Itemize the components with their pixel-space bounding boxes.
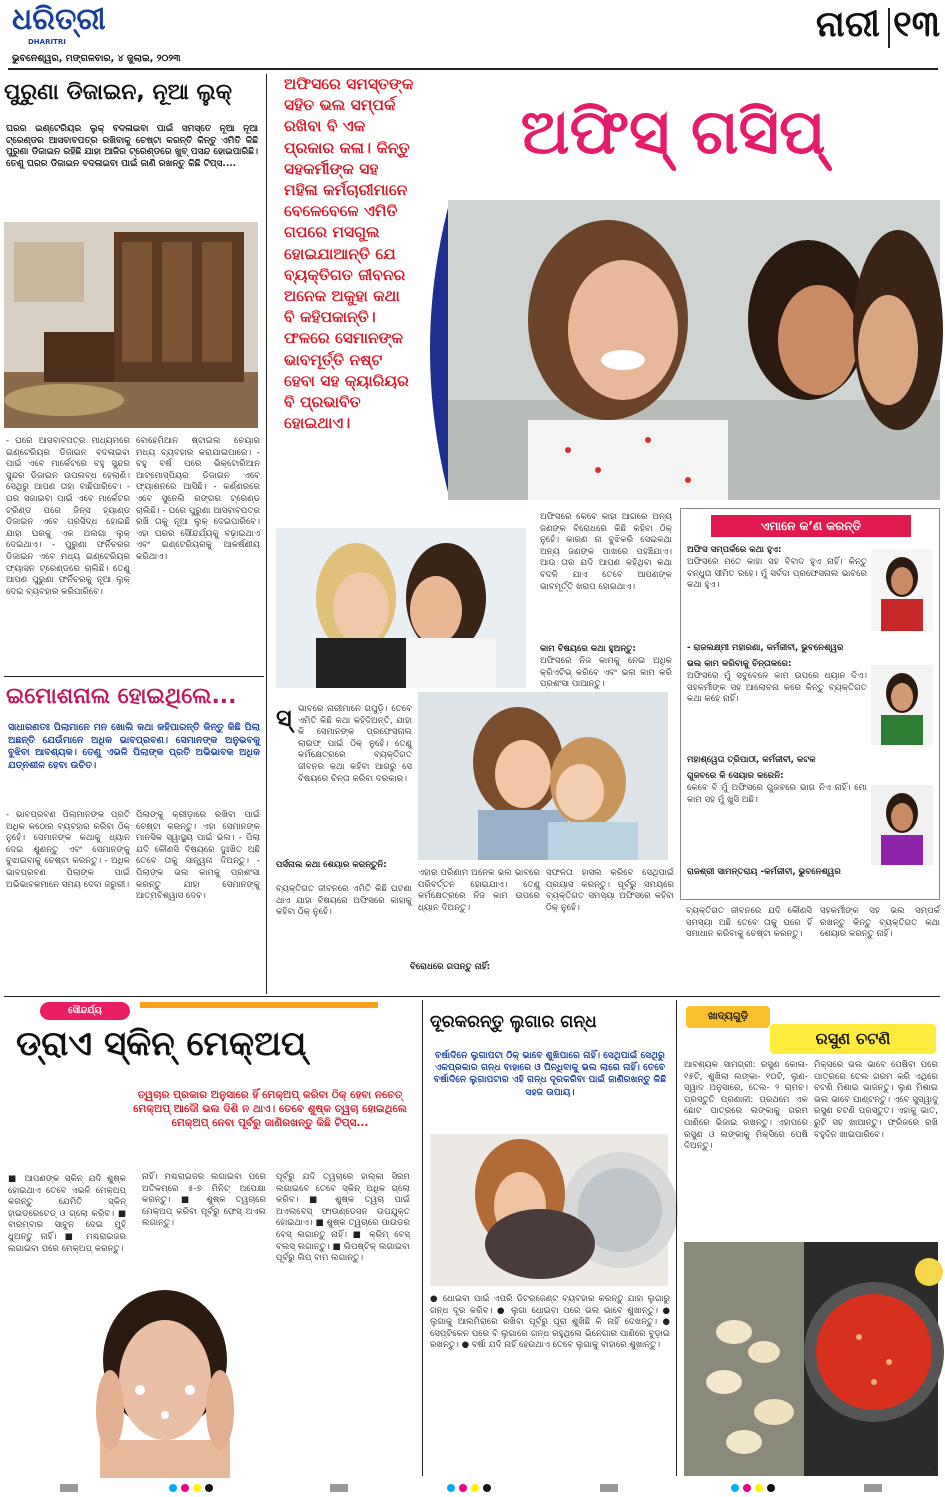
page-number: ୧୩ <box>893 4 941 45</box>
chutney-kicker: ଖାଦ୍ୟଗୁଡ଼ି <box>686 1006 770 1028</box>
opinion-1-photo <box>871 549 933 631</box>
column-divider <box>266 74 267 994</box>
makeup-col-3: ପୂର୍ବରୁ ଯଦି ତ୍ୱଚାରେ ହାଲ୍କା ସିରମ ଲଗାଇବେ ତେବେ ସ୍କିନ୍ ଅଧିକ ଗ୍ଲୋ କରିବ। ■ ଶୁଷ୍କ ତ୍ୱଚା ପାଇଁ ଅଏଲବେସ୍ ଫାଉଣ୍ଡେସନ ଉପଯୁକ୍ତ ହୋଇଥାଏ। ■ ଶୁଷ୍କ ତ୍ୱଚାରେ ପାଉଡର ବେସ୍ ଲଗାନ୍ତୁ ନାହିଁ। ■ କ୍ରିମ୍ ବେସ୍ ବ୍ଲସ୍ ଲଗାନ୍ତୁ। ■ ଲିପଷ୍ଟିକ୍ ଲଗାଇବା ପୂର୍ବରୁ ଲିପ୍ ବାମ ଲଗାନ୍ତୁ। <box>276 1172 410 1264</box>
interior-headline: ପୁରୁଣା ଡିଜାଇନ, ନୂଆ ଲୁକ୍ <box>4 80 232 105</box>
makeup-col-2: ନାହିଁ। ମଶ୍ଚରାଇଜର ଲଗାଇବା ପରେ ଅତିକମ୍‌ରେ ୫-୭ ମିନିଟ୍ ଅପେକ୍ଷା କରନ୍ତୁ। ■ ଶୁଷ୍କ ତ୍ୱଚାରେ ମେକ୍ଅପ୍ କରିବା ପୂର୍ବରୁ ଫେସ୍ ଅଏଲ ଲଗାନ୍ତୁ। <box>142 1172 266 1229</box>
emotional-article <box>0 676 268 998</box>
opinion-3-heading: ଗୁଜବରେ କି ସେୟାର କରେନି: <box>687 771 784 781</box>
opinion-1-heading: ଅଫିସ ସମ୍ପର୍କରେ କଥା ହୁଏ: <box>687 545 782 555</box>
gossip-bottom-col-4: ସହକର୍ମୀଙ୍କ ସହ ଭଲ ସମ୍ପର୍କ ରଖନ୍ତୁ କିନ୍ତୁ ବ୍ୟକ୍ତିଗତ କଥା ଶେୟାର କରନ୍ତୁ ନାହିଁ। <box>820 906 940 940</box>
makeup-kicker: ସୌନ୍ଦର୍ଯ୍ୟ <box>40 1002 130 1020</box>
opinion-2-byline: ମହାଶ୍ୱେତା ତ୍ରିପାଠୀ, କର୍ମଜୀବୀ, କଟକ <box>687 755 816 765</box>
gossip-main-photo <box>448 200 940 500</box>
smell-photo <box>430 1134 668 1286</box>
lower-divider-2 <box>676 1000 677 1476</box>
gossip-col-b: ଭାବରେ ନାରୀମାନେ ଗପୁଡ଼ି। ତେବେ ଏମିତି କିଛି କଥା କହିଦିଅନ୍ତି, ଯାହା କି ସେମାନଙ୍କ ପ୍ରଫେସନାଲ ଲାଇଫ୍ ପାଇଁ ଠିକ୍ ନୁହେଁ। ତେଣୁ କର୍ମକ୍ଷେତ୍ରରେ ବ୍ୟକ୍ତିଗତ ଜୀବନର କଥା କହିବା ଆଗରୁ ସେ ବିଷୟରେ ଚିନ୍ତା କରିବା ଦରକାର। <box>298 704 412 784</box>
lower-divider-1 <box>422 1000 423 1476</box>
smell-article <box>424 998 674 1478</box>
interior-col-1: - ଘରେ ଆସବାବପତ୍ର ମାଧ୍ୟମରେ ଇଣ୍ଟେରିୟର ଡିଜାଇନ ବଦଳାଇବା ପାଇଁ ଏବେ ମାର୍କେଟରେ ବହୁ ସୁନ୍ଦର ସୁନ୍ଦର ଡିଜାଇନ ଉପଲବ୍ଧ ହେଲାଣି। ସେଥିରୁ ଆପଣ ତାହା ବାଛିପାରିବେ। - ଘର ସଜାଇବା ପାଇଁ ଏବେ ମାର୍କେଟର ଟ୍ରିଣ୍ଡ ପରେ ଜିନ୍ସ ହ୍ୟାଣ୍ଡ ଡିଜାଇନ ଏବେ ପ୍ରସିଦ୍ଧ ହୋଇଛି ଯାହା ଘରକୁ ଏକ ଅଲଗା ଲୁକ୍ ଦେଇଥାଏ। - ପୁରୁଣା ଫର୍ନିଚରର ଡିଜାଇନ ଏବେ ମଧ୍ୟ ଇଣ୍ଟେରିୟର ଫ୍ୟାସନ ଟ୍ରେଣ୍ଡରେ ଚାଲିଛି। ତେଣୁ ଆପଣ ପୁରୁଣା ଫର୍ନିଚରକୁ ନୂଆ ଲୁକ୍ ଦେଇ ବ୍ୟବହାର କରିପାରିବେ। <box>6 436 130 597</box>
interior-photo <box>4 222 258 428</box>
lower-section-rule <box>4 996 940 997</box>
masthead <box>0 0 945 70</box>
interior-article <box>0 74 262 674</box>
gossip-subhead-3: ବିରୋଧରେ ଗପନ୍ତୁ ନାହିଁ: <box>410 962 491 972</box>
cmyk-dots-left <box>168 1483 218 1493</box>
gossip-title: ଅଫିସ୍ ଗସିପ୍ <box>520 95 826 168</box>
cmyk-dots-center <box>446 1483 496 1493</box>
gossip-dropcap: ସ୍ <box>276 704 292 732</box>
section-title: ନାରୀ <box>815 4 880 45</box>
opinion-3-photo <box>871 785 933 865</box>
smell-headline: ଦୂରକରନ୍ତୁ ଲୁଗାର ଗନ୍ଧ <box>430 1012 597 1032</box>
dateline: ଭୁବନେଶ୍ୱର, ମଙ୍ଗଳବାର, ୪ ଜୁଲାଇ, ୨୦୨୩ <box>12 53 181 64</box>
footer-color-bar <box>0 1466 945 1497</box>
chutney-headline: ରସୁଣ ଚଟଣି <box>770 1024 936 1054</box>
chutney-body-2: ମିକ୍ସରେ ଭଲ ଭାବେ ପେଷିବା ପରେ ପାତ୍ରରେ ତେଲ ଗରମ କରି ଏଥିରେ ଚଟଣି ମିଶାଇ ଭାଜନ୍ତୁ। ଲୁଣ ମିଶାଇ ଭଲ ଭାବେ ଘାଣ୍ଟନ୍ତୁ। ଏବେ ସୁସ୍ୱାଦୁ ରସୁଣ ଚଟଣି ପ୍ରସ୍ତୁତ। ଏହାକୁ ଭାତ, ରୁଟି ସହ ଖାଆନ୍ତୁ। ଫ୍ରିଜରେ ରଖି ବହୁଦିନ ଖାଇପାରିବେ। <box>814 1060 938 1140</box>
opinion-2-text: ଅଫିସରେ ମୁଁ ସବୁବେଳେ କାମ ଉପରେ ଧ୍ୟାନ ଦିଏ। ସହକର୍ମୀଙ୍କ ସହ ଆଲୋଚନା କରେ କିନ୍ତୁ ବ୍ୟକ୍ତିଗତ କଥା କହେ ନାହିଁ। <box>687 671 867 705</box>
gossip-bottom-col-3: ବ୍ୟକ୍ତିଗତ ଜୀବନରେ ଯଦି କୌଣସି ସମସ୍ୟା ଅଛି ତେବେ ତାକୁ ଘରେ ହିଁ ସମାଧାନ କରିବାକୁ ଚେଷ୍ଟା କରନ୍ତୁ। <box>686 906 812 940</box>
interior-intro: ଘରର ଇଣ୍ଟେରିୟର ଲୁକ୍ ବଦଳାଇବା ପାଇଁ ସମସ୍ତେ ନୂଆ ନୂଆ ଟ୍ରେଣ୍ଡର ଆସବାବପତ୍ର ରଖିବାକୁ ଚେଷ୍ଟା କରନ୍ତି କିନ୍ତୁ ଏମିତି କିଛି ପୁରୁଣା ଡିଜାଇନ ରହିଛି ଯାହା ଆଜିର ଟ୍ରେଣ୍ଡରେ ଖୁବ୍ ପସନ୍ଦ ହୋଇପାରିଛି। ତେଣୁ ଘରର ଡିଜାଇନ ବଦଳାଇବା ପାଇଁ ଜାଣି ରଖନ୍ତୁ କିଛି ଟିପ୍ସ.... <box>6 124 258 169</box>
opinion-1-byline: - ରାଜଲକ୍ଷ୍ମୀ ମହାରଣା, କର୍ମଜୀବୀ, ଭୁବନେଶ୍ୱର <box>687 643 844 653</box>
emotional-headline: ଇମୋଶନାଲ ହୋଇଥିଲେ... <box>6 684 237 709</box>
registration-block-right <box>600 1484 618 1492</box>
gossip-pull-quote: ଅଫିସରେ ସମସ୍ତଙ୍କ ସହିତ ଭଲ ସମ୍ପର୍କ ରଖିବା ବି ଏକ ପ୍ରକାର କଳା। କିନ୍ତୁ ସହକର୍ମୀଙ୍କ ସହ ମହିଳା କର୍ମଚାରୀମାନେ ବେଳେବେଳେ ଏମିତି ଗପରେ ମସଗୁଲ ହୋଇଯାଆନ୍ତି ଯେ ବ୍ୟକ୍ତିଗତ ଜୀବନର ଅନେକ ଅକୁହା କଥା ବି କହିପକାନ୍ତି। ଫଳରେ ସେମାନଙ୍କ ଭାବମୂର୍ତ୍ତି ନଷ୍ଟ ହେବା ସହ କ୍ୟାରିୟର ବି ପ୍ରଭାବିତ ହୋଇଥାଏ। <box>284 75 414 433</box>
masthead-rule <box>8 68 938 70</box>
gossip-col-a: ଅଫିସରେ କେବେ କାହା ଆଗରେ ଅନ୍ୟ ଜଣଙ୍କ ବିରୋଧରେ କିଛି କହିବା ଠିକ୍ ନୁହେଁ। କାରଣ ନା ବୁଝିକରି ସେଇକଥା ଅନ୍ୟ ଜଣଙ୍କ ପାଖରେ ପହଞ୍ଚିଯାଏ। ଆଉ ତାର ଯଦି ଆପଣ କହିଥିବା କଥା ବଦଳି ଯାଏ ତେବେ ଆପଣଙ୍କ ଭାବମୂର୍ତ୍ତି ଖରାପ ହୋଇଥାଏ। <box>540 512 672 592</box>
makeup-deck: ତ୍ୱଚାର ପ୍ରକାର ଅନୁସାରେ ହିଁ ମେକ୍ଅପ୍ କରିବା ଠିକ୍ ହେବା ନଚେତ୍ ମେକ୍ଅପ୍ ଆଦୌ ଭଲ ଦିଶି ନ ଥାଏ। ତେବେ ଶୁଷ୍କ ତ୍ୱଚା ହୋଇଥିଲେ ମେକ୍ଅପ୍ ନେବା ପୂର୍ବରୁ ଜାଣିରଖନ୍ତୁ କିଛି ଟିପ୍ସ... <box>133 1089 407 1129</box>
gossip-photo-friends <box>418 692 668 860</box>
registration-block-mid <box>330 1484 348 1492</box>
opinion-1-text: ଅଫିସରେ ମତେ କାହା ସହ ବିବାଦ ହୁଏ ନାହିଁ। କିନ୍ତୁ ବନ୍ଧୁତା ସୀମିତ ରହେ। ମୁଁ ସର୍ବଦା ପ୍ରଫେସନାଲ ଭାବରେ କଥା ହୁଏ। <box>687 557 867 591</box>
gossip-subhead-1: କାମ ବିଷୟରେ କଥା ହୁଅନ୍ତୁ: <box>540 644 636 654</box>
cmyk-dots-right <box>730 1483 780 1493</box>
gossip-subhead-2: ପର୍ସନାଲ କଥା ଶେୟାର କରନ୍ତୁନି: <box>276 860 387 870</box>
opinion-3-text: କେବେ ବି ମୁଁ ଅଫିସରେ ଗୁଜବରେ ଭାଗ ନିଏ ନାହିଁ। ମୋ କାମ ସହ ମୁଁ ଖୁସି ଅଛି। <box>687 783 867 805</box>
makeup-photo <box>60 1290 270 1478</box>
chutney-article <box>678 998 942 1478</box>
logo: ଧରିତ୍ରୀ <box>12 2 106 37</box>
opinion-2-heading: ଭଲ କାମ କରିବାକୁ ଚିନ୍ତାକରେ: <box>687 659 792 669</box>
emotional-top-rule <box>4 676 264 677</box>
gossip-photo-whisper <box>276 528 526 688</box>
makeup-col-1: ■ ଆପଣଙ୍କ ସ୍କିନ୍ ଯଦି ଶୁଷ୍କ ହୋଇଥାଏ ତେବେ ଏଭଳି ମେକ୍ଅପ୍ କରନ୍ତୁ ଯେମିତି ସ୍କିନ୍ ହାଇଡ୍ରେଟେଡ୍ ଓ ଗ୍ଲୋ କରିବ। ■ ବାରମ୍ବାର ସାବୁନ ଦେଇ ମୁହଁ ଧୁଅନ୍ତୁ ନାହିଁ। ■ ମଶ୍ଚରାଇଜର ଲଗାଇବା ପରେ ମେକ୍ଅପ୍ କରନ୍ତୁ। <box>8 1174 126 1254</box>
smell-body: ● ଧୋଇବା ପାଇଁ ଏପରି ଡିଟରଜେଣ୍ଟ ବ୍ୟବହାର କରନ୍ତୁ ଯାହା ଲୁଗାରୁ ଗନ୍ଧ ଦୂର କରିବ। ● ଲୁଗା ଧୋଇବା ପରେ ଭଲ ଭାବେ ଶୁଖାନ୍ତୁ। ● ଲୁଗାକୁ ଆଲମିରାରେ ରଖିବା ପୂର୍ବରୁ ପୂରା ଶୁଖିଛି କି ନାହିଁ ଦେଖନ୍ତୁ। ● ସେପ୍ଟିକେନ ପରେ ବି ଲୁଗାରେ ଗନ୍ଧ ରହୁଥିଲେ ଭିନେଗାର ପାଣିରେ ବୁଡ଼ାଇ ରଖନ୍ତୁ। ● ବର୍ଷା ଯଦି ନାହିଁ ହେଉଥାଏ ତେବେ ଲୁଗାକୁ ବାହାରେ ଶୁଖାନ୍ତୁ। <box>430 1294 670 1351</box>
emotional-col-2: ପିଲାଙ୍କୁ କ୍ରୀଡ଼ାରେ ରଖିବା ପାଇଁ ଚେଷ୍ଟା କରନ୍ତୁ। ଏହା ସେମାନଙ୍କ ମାନସିକ ସ୍ୱାସ୍ଥ୍ୟ ପାଇଁ ଭଲ। - ପିଲା ଯଦି କୌଣସି ବିଷୟରେ ଦୁଃଖିତ ଅଛି ତେବେ ତାକୁ ସାନ୍ତ୍ୱନା ଦିଅନ୍ତୁ। - ପିଲାଙ୍କ ଭଲ କାମକୁ ପ୍ରଶଂସା କରନ୍ତୁ ଯାହା ସେମାନଙ୍କୁ ଆତ୍ମବିଶ୍ୱାସ ଦେବ। <box>136 810 260 902</box>
opinion-box-title: ଏମାନେ କ’ଣ କରନ୍ତି <box>711 515 911 537</box>
interior-col-2: ବୋହେମିଆନ ଷ୍ଟାଇଲ ଚେୟାର ମଧ୍ୟ ବ୍ୟବହାର କରାଯାଇପାରେ। - ବହୁ ବର୍ଷ ପରେ ଭିକ୍ଟୋରିଆନ ଆଟମୋସ୍ପିୟର ଡିଜାଇନ ଏବେ ଫ୍ୟାଶନରେ ଆସିଛି। - କର୍ଣ୍ଣରରେ ଏବେ ସୁନେଲି ରଙ୍ଗର ଟ୍ରେଣ୍ଡ ଚାଲିଛି। - ଘରେ ପୁରୁଣା ଆସବାବପତ୍ର ରଖି ତାକୁ ନୂଆ ଲୁକ୍ ଦେଇପାରିବେ। ଏହା ଘରର ସୌନ୍ଦର୍ଯ୍ୟକୁ ବଢ଼ାଇଥାଏ ଏବଂ ଇଣ୍ଟେରିୟରକୁ ଆକର୍ଷଣୀୟ କରିଥାଏ। <box>136 436 260 562</box>
logo-subtitle: DHARITRI <box>28 38 66 46</box>
gossip-bottom-col-2: ସଫଳତା ହାସଲ କରିବେ ସେଥିପାଇଁ ପ୍ରୟାସ କରନ୍ତୁ। ପୂର୍ବରୁ ସମୟରେ ବ୍ୟକ୍ତିଗତ ସମସ୍ୟା ଅଫିସରେ କହିବା ଠିକ୍ ନୁହେଁ। <box>546 868 674 913</box>
masthead-divider <box>888 8 890 48</box>
blue-accent-shape <box>410 200 450 500</box>
emotional-intro: ସାଧାରଣତଃ ପିଲାମାନେ ମନ ଖୋଲି କଥା କହିପାରନ୍ତି କିନ୍ତୁ କିଛି ପିଲା ଅଛନ୍ତି ଯେଉଁମାନେ ଅଧିକ ଭାବପ୍ରବଣ। ସେମାନଙ୍କ ଅନୁଭବକୁ ବୁଝିବା ଆବଶ୍ୟକ। ତେଣୁ ଏଭଳି ପିଲାଙ୍କ ପ୍ରତି ଅଭିଭାବକ ଅଧିକ ଯତ୍ନଶୀଳ ହେବା ଉଚିତ। <box>8 722 260 771</box>
gossip-col-a2: ଅଫିସରେ ନିଜ କାମକୁ ନେଇ ଅଧିକ କ୍ରିଏଟିଭ୍ କରିବେ ଏବଂ ଭଲ କାମ କରି ପ୍ରଶଂସା ପାଆନ୍ତୁ। <box>540 656 672 690</box>
opinion-box <box>680 508 940 900</box>
gossip-bottom-col-1: ଏହାର ପରିଣାମ ଅନେକ ଭଲ ଭାବରେ ପରିବର୍ତ୍ତନ ହୋଇଯାଏ। ତେଣୁ କର୍ମକ୍ଷେତ୍ରରେ ନିଜ କାମ ଉପରେ ଧ୍ୟାନ ଦିଅନ୍ତୁ। <box>418 868 540 913</box>
registration-block-left <box>60 1484 78 1492</box>
makeup-article <box>0 998 418 1478</box>
chutney-photo <box>684 1242 938 1476</box>
chutney-body: ଆବଶ୍ୟକ ସାମଗ୍ରୀ: ରସୁଣ କୋଳା- ୧୫ଟି, ଶୁଖିଲା ଲଙ୍କା- ୧୦ଟି, ଲୁଣ- ସ୍ୱାଦ ଅନୁସାରେ, ତେଲ- ୨ ଚାମଚ। ପ୍ରସ୍ତୁତି ପ୍ରଣାଳୀ: ପ୍ରଥମେ ଏକ ଛୋଟ ପାତ୍ରରେ ଲଙ୍କାକୁ ଗରମ ପାଣିରେ ଭିଜାଇ ରଖନ୍ତୁ। ଏହାପରେ ରସୁଣ ଓ ଲଙ୍କାକୁ ମିକ୍ସିରେ ପେଷି ଦିଅନ୍ତୁ। <box>684 1060 808 1152</box>
gossip-col-b2: ବ୍ୟକ୍ତିଗତ ଜୀବନରେ ଏମିତି କିଛି ଘଟଣା ଥାଏ ଯାହା ବିଷୟରେ ଅଫିସରେ କାହାକୁ କହିବା ଠିକ୍ ନୁହେଁ। <box>276 884 412 918</box>
smell-deck: ବର୍ଷାଦିନେ ଲୁଗାପଟା ଠିକ୍ ଭାବେ ଶୁଖିପାରେ ନାହିଁ। ସେଥିପାଇଁ ସେଥିରୁ ଏକପ୍ରକାର ଗନ୍ଧ ବାହାରେ ଓ ପିନ୍ଧିବାକୁ ଭଲ ଲାଗେ ନାହିଁ। ତେବେ ବର୍ଷାଦିନେ ଲୁଗାପଟାର ଏହି ଗନ୍ଧ ଦୂରକରିବା ପାଇଁ ଜାଣିରଖନ୍ତୁ କିଛି ସହଜ ଉପାୟ। <box>433 1050 667 1098</box>
page-marker: 5 <box>928 1466 934 1475</box>
opinion-2-photo <box>871 665 933 745</box>
emotional-col-1: - ଭାବପ୍ରବଣ ପିଲାମାନଙ୍କ ପ୍ରତି ଅଧିକ କଠୋର ବ୍ୟବହାର କରିବା ଠିକ୍ ନୁହେଁ। ସେମାନଙ୍କ କଥାକୁ ଧ୍ୟାନ ଦେଇ ଶୁଣନ୍ତୁ ଏବଂ ସେମାନଙ୍କୁ ବୁଝାଇବାକୁ ଚେଷ୍ଟା କରନ୍ତୁ। - ଅଧିକ ଭାବପ୍ରବଣ ପିଲାଙ୍କ ପାଇଁ ଅଭିଭାବକମାନେ ସମୟ ଦେବା ଜରୁରୀ। <box>6 810 130 890</box>
makeup-headline: ଡ୍ରାଏ ସ୍କିନ୍ ମେକ୍ଅପ୍ <box>16 1024 307 1064</box>
opinion-3-byline: ରାଜଶ୍ରୀ ସାମନ୍ତରାୟ -କର୍ମଜୀବୀ, ଭୁବନେଶ୍ୱର <box>687 867 841 877</box>
makeup-band <box>140 1002 378 1008</box>
registration-block-far <box>864 1484 882 1492</box>
